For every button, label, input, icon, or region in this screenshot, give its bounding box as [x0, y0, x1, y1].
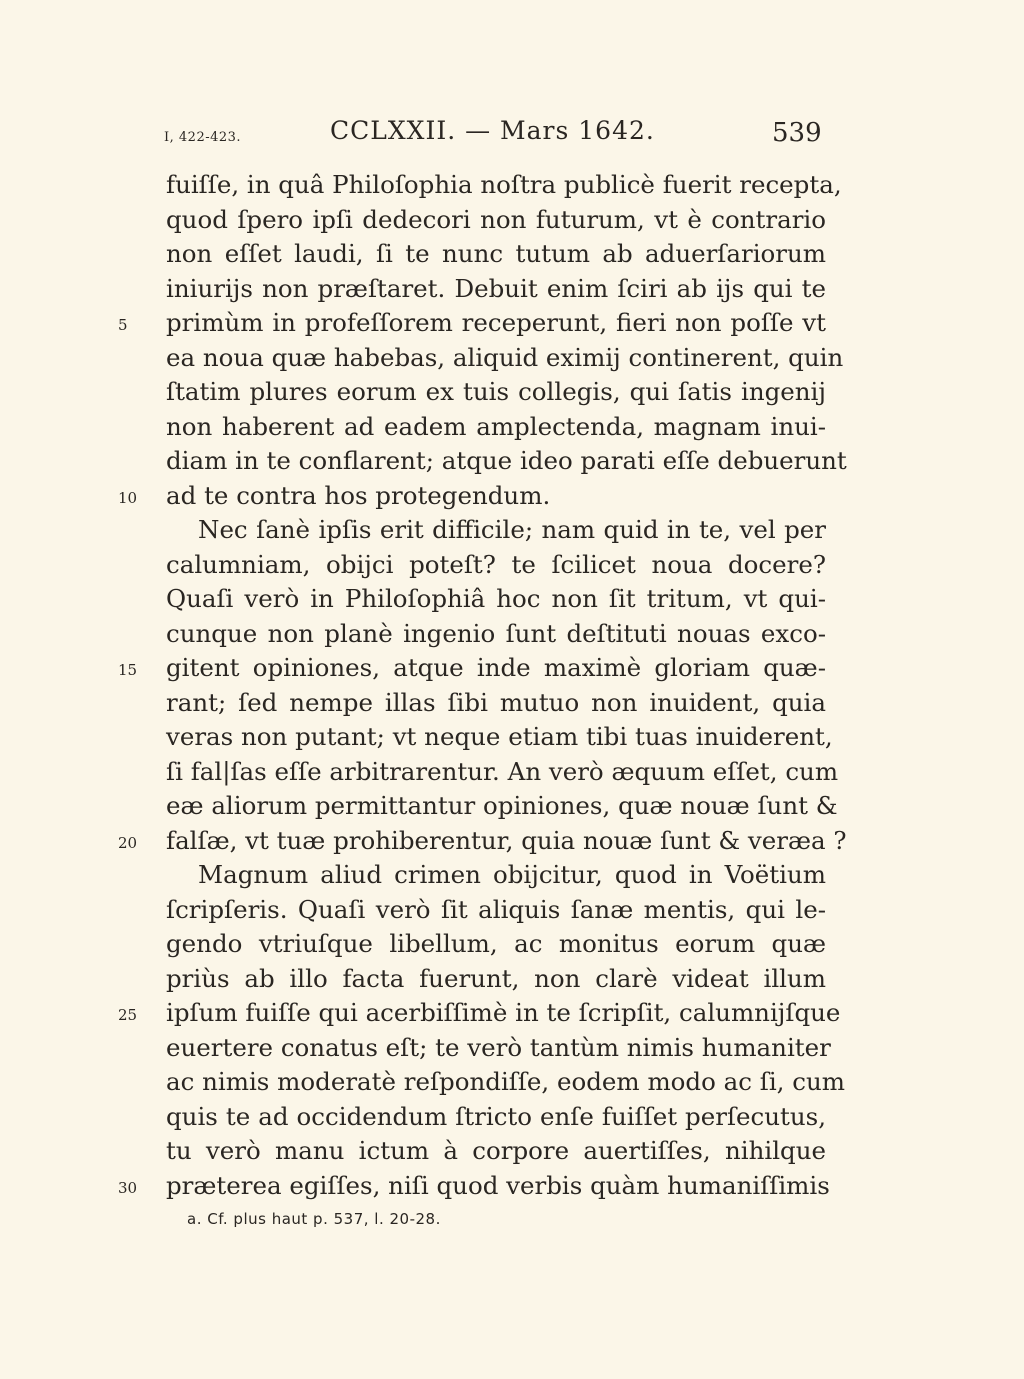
line-text: veras non putant; vt neque etiam tibi tuas inuiderent,	[166, 722, 833, 751]
running-title: CCLXXII. — Mars 1642.	[330, 116, 655, 145]
text-line	[0, 651, 1024, 686]
line-number: 25	[118, 1006, 138, 1024]
line-text: Quaſi verò in Philoſophiâ hoc non ſit tritum, vt qui-	[166, 584, 826, 613]
line-text: rant; ſed nempe illas ſibi mutuo non inuident, quia	[166, 687, 826, 717]
line-text: ſtatim plures eorum ex tuis collegis, qui ſatis ingenij	[166, 377, 826, 406]
text-line	[0, 1031, 1024, 1066]
text-line	[0, 996, 1024, 1031]
text-line	[0, 444, 1024, 479]
text-line	[0, 548, 1024, 583]
line-text: ipſum fuiſſe qui acerbiſſimè in te ſcripſit, calumnijſque	[166, 998, 841, 1027]
text-line	[0, 789, 1024, 824]
text-line	[0, 168, 1024, 203]
text-line	[0, 410, 1024, 445]
line-text: ac nimis moderatè reſpondiſſe, eodem modo ac ſi, cum	[166, 1067, 845, 1096]
line-number: 15	[118, 661, 138, 679]
line-text: cunque non planè ingenio ſunt deſtituti nouas exco-	[166, 618, 826, 648]
text-line	[0, 927, 1024, 962]
line-text: quod ſpero ipſi dedecori non futurum, vt è contrario	[166, 204, 826, 234]
text-line	[0, 824, 1024, 859]
text-line	[0, 1134, 1024, 1169]
line-text: gendo vtriuſque libellum, ac monitus eorum quæ	[166, 929, 826, 958]
text-line	[0, 755, 1024, 790]
text-line	[0, 962, 1024, 997]
text-line	[0, 858, 1024, 893]
line-text: gitent opiniones, atque inde maximè gloriam quæ-	[166, 653, 826, 682]
page-number: 539	[772, 118, 822, 148]
line-text: calumniam, obijci poteſt? te ſcilicet noua docere?	[166, 549, 826, 579]
text-line	[0, 893, 1024, 928]
text-line	[0, 375, 1024, 410]
line-text: priùs ab illo facta fuerunt, non clarè videat illum	[166, 963, 826, 993]
text-line	[0, 341, 1024, 376]
text-line	[0, 686, 1024, 721]
text-line	[0, 272, 1024, 307]
text-line	[0, 479, 1024, 514]
line-text: euertere conatus eſt; te verò tantùm nimis humaniter	[166, 1032, 831, 1062]
line-text: ea noua quæ habebas, aliquid eximij continerent, quin	[166, 342, 844, 372]
line-text: fuiſſe, in quâ Philoſophia noſtra publicè fuerit recepta,	[166, 170, 842, 199]
line-text: Nec ſanè ipſis erit difficile; nam quid in te, vel per	[198, 515, 826, 544]
line-text: ad te contra hos protegendum.	[166, 480, 551, 510]
line-number: 20	[118, 833, 138, 852]
text-line	[0, 306, 1024, 341]
line-text: quis te ad occidendum ſtricto enſe fuiſſet perſecutus,	[166, 1101, 826, 1131]
line-number: 30	[118, 1178, 138, 1197]
text-line	[0, 203, 1024, 238]
line-text: tu verò manu ictum à corpore auertiſſes, nihilque	[166, 1136, 826, 1165]
text-line	[0, 1169, 1024, 1204]
line-number: 10	[118, 488, 138, 507]
line-number: 5	[118, 316, 128, 334]
line-text: iniurijs non præſtaret. Debuit enim ſciri ab ijs qui te	[166, 273, 826, 303]
page-header	[0, 116, 1024, 156]
text-line	[0, 720, 1024, 755]
footnote: a. Cf. plus haut p. 537, l. 20-28.	[187, 1210, 441, 1228]
text-line	[0, 1065, 1024, 1100]
text-line	[0, 513, 1024, 548]
text-line	[0, 1100, 1024, 1135]
body-text	[0, 168, 1024, 1203]
text-line	[0, 617, 1024, 652]
volume-reference: I, 422-423.	[164, 130, 242, 145]
line-text: diam in te conflarent; atque ideo parati eſſe debuerunt	[166, 446, 847, 475]
text-line	[0, 582, 1024, 617]
line-text: non haberent ad eadem amplectenda, magnam inui-	[166, 411, 826, 441]
line-text: non eſſet laudi, ſi te nunc tutum ab aduerſariorum	[166, 239, 826, 268]
line-text: ſcripſeris. Quaſi verò ſit aliquis ſanæ mentis, qui le-	[166, 894, 826, 924]
line-text: præterea egiſſes, niſi quod verbis quàm humaniſſimis	[166, 1170, 830, 1200]
line-text: eæ aliorum permittantur opiniones, quæ nouæ ſunt &	[166, 791, 838, 820]
line-text: Magnum aliud crimen obijcitur, quod in Voëtium	[198, 860, 826, 889]
line-text: ſi fal|ſas eſſe arbitrarentur. An verò æquum eſſet, cum	[166, 756, 839, 786]
line-text: primùm in profeſſorem receperunt, fieri non poſſe vt	[166, 308, 826, 337]
line-text: falſæ, vt tuæ prohiberentur, quia nouæ ſunt & veræa ?	[166, 825, 847, 855]
text-line	[0, 237, 1024, 272]
